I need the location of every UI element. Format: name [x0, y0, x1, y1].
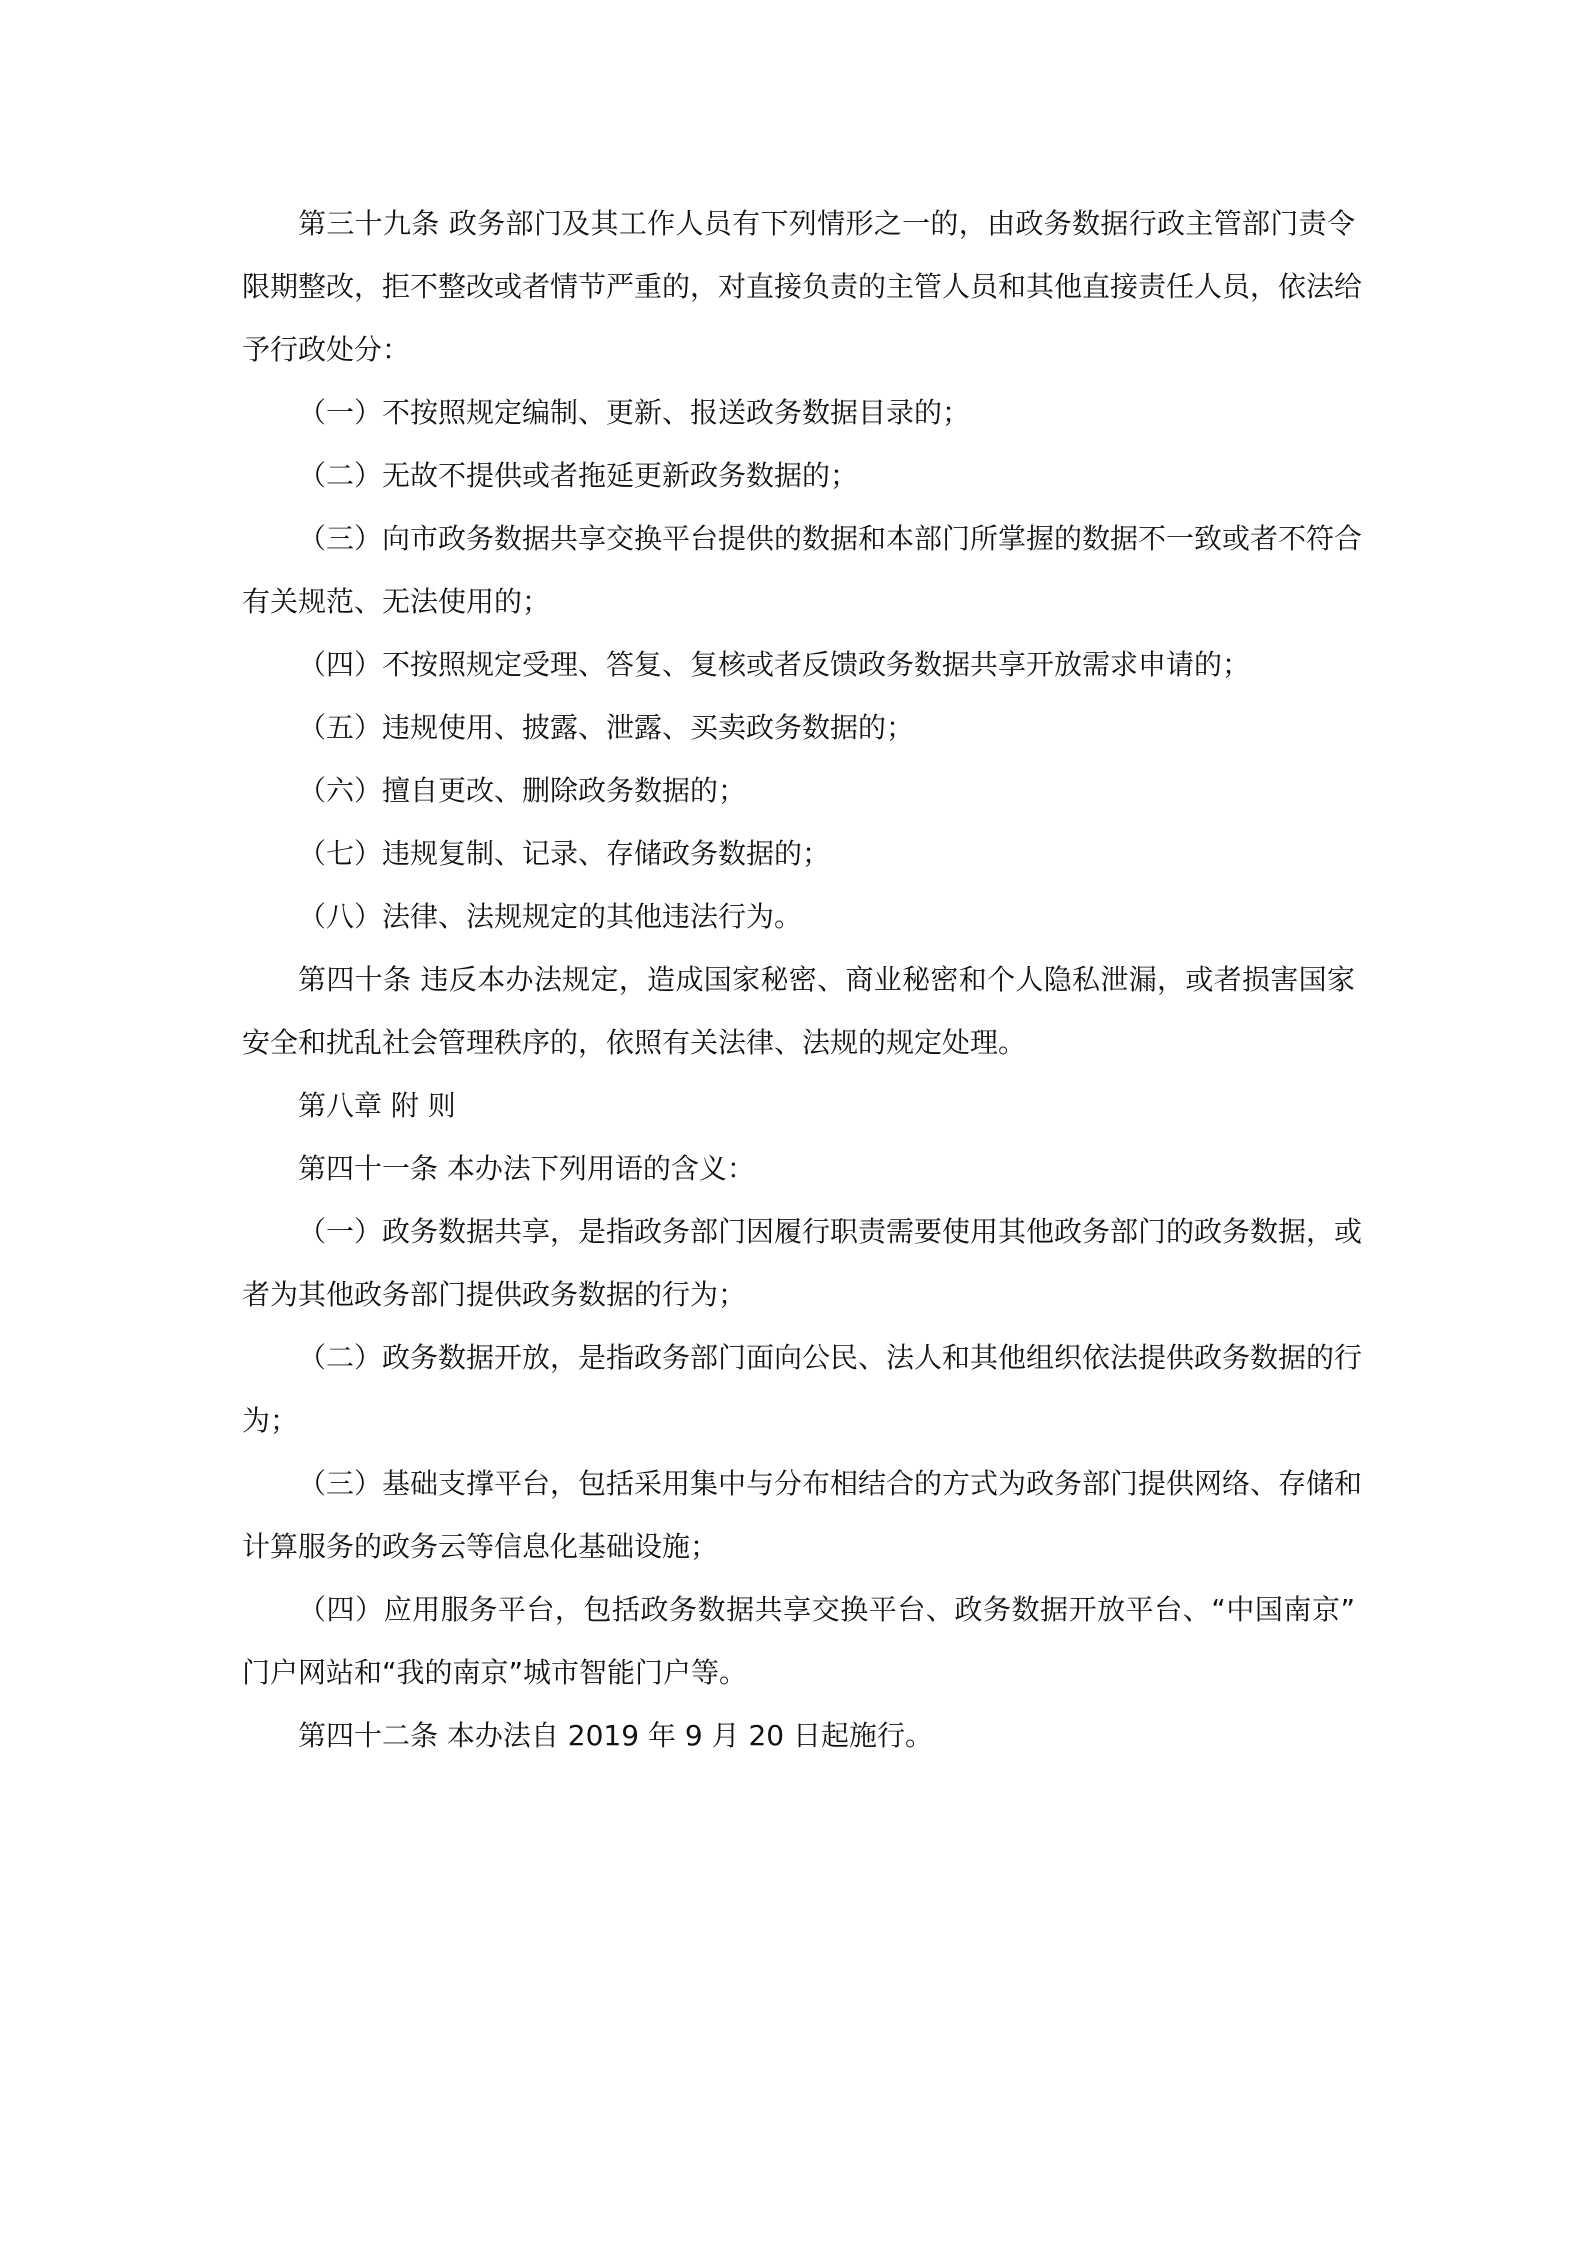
text-line: 予行政处分： [242, 333, 411, 366]
text-line: （八）法律、法规规定的其他违法行为。 [298, 900, 803, 933]
text-line: 为； [242, 1404, 299, 1437]
text-line: （二）无故不提供或者拖延更新政务数据的； [298, 459, 859, 492]
text-line: 门户网站和“我的南京”城市智能门户等。 [242, 1656, 748, 1689]
paragraph [242, 822, 1355, 885]
text-line: 第四十二条 本办法自 2019 年 9 月 20 日起施行。 [298, 1719, 934, 1752]
paragraph [242, 192, 1363, 381]
document-page [242, 192, 1363, 1767]
text-line: （二）政务数据开放，是指政务部门面向公民、法人和其他组织依法提供政务数据的行 [298, 1341, 1363, 1374]
paragraph [242, 381, 1355, 444]
text-line: 计算服务的政务云等信息化基础设施； [242, 1530, 719, 1563]
paragraph [242, 885, 1355, 948]
text-line: （五）违规使用、披露、泄露、买卖政务数据的； [298, 711, 915, 744]
paragraph [242, 1074, 1355, 1137]
paragraph [242, 444, 1355, 507]
text-line: 限期整改，拒不整改或者情节严重的，对直接负责的主管人员和其他直接责任人员，依法给 [242, 270, 1363, 303]
paragraph [242, 948, 1355, 1074]
text-line: （一）不按照规定编制、更新、报送政务数据目录的； [298, 396, 971, 429]
text-line: （三）向市政务数据共享交换平台提供的数据和本部门所掌握的数据不一致或者不符合 [298, 522, 1363, 555]
text-line: （四）不按照规定受理、答复、复核或者反馈政务数据共享开放需求申请的； [298, 648, 1251, 681]
text-line: 第四十一条 本办法下列用语的含义： [298, 1152, 755, 1185]
text-line: 第三十九条 政务部门及其工作人员有下列情形之一的，由政务数据行政主管部门责令 [298, 207, 1355, 240]
paragraph [242, 1200, 1363, 1326]
paragraph [242, 1137, 1355, 1200]
text-line: 有关规范、无法使用的； [242, 585, 551, 618]
text-line: 第八章 附 则 [298, 1089, 456, 1122]
paragraph [242, 1452, 1363, 1578]
text-line: （七）违规复制、记录、存储政务数据的； [298, 837, 831, 870]
paragraph [242, 759, 1355, 822]
text-line: 第四十条 违反本办法规定，造成国家秘密、商业秘密和个人隐私泄漏，或者损害国家 [298, 963, 1355, 996]
text-line: （四）应用服务平台，包括政务数据共享交换平台、政务数据开放平台、“中国南京” [298, 1593, 1355, 1626]
paragraph [242, 1578, 1355, 1704]
text-line: （六）擅自更改、删除政务数据的； [298, 774, 747, 807]
text-line: （三）基础支撑平台，包括采用集中与分布相结合的方式为政务部门提供网络、存储和 [298, 1467, 1363, 1500]
paragraph [242, 507, 1363, 633]
paragraph [242, 1704, 1355, 1767]
paragraph [242, 1326, 1363, 1452]
paragraph [242, 696, 1355, 759]
text-line: （一）政务数据共享，是指政务部门因履行职责需要使用其他政务部门的政务数据，或 [298, 1215, 1363, 1248]
text-line: 者为其他政务部门提供政务数据的行为； [242, 1278, 747, 1311]
text-line: 安全和扰乱社会管理秩序的，依照有关法律、法规的规定处理。 [242, 1026, 1027, 1059]
paragraph [242, 633, 1355, 696]
